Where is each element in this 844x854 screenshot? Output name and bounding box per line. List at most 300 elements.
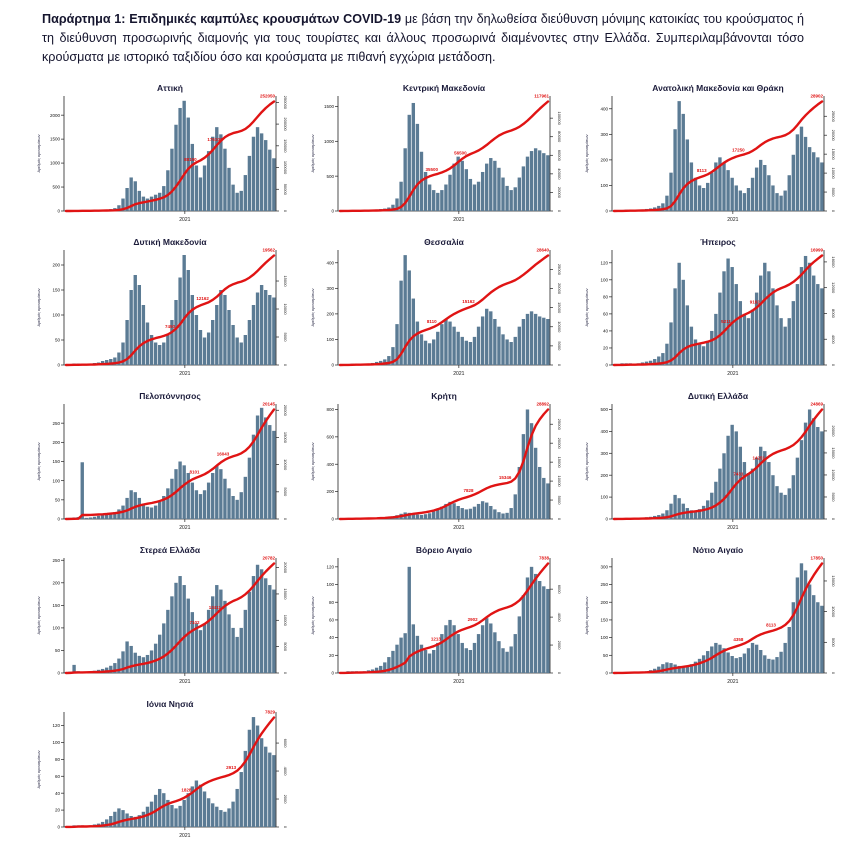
daily-cases-bar [448,620,451,673]
region-chart-svg [308,83,570,228]
daily-cases-bar [227,488,230,519]
daily-cases-bar [698,343,701,364]
daily-cases-bar [240,191,243,211]
chart-kmakedonia [308,83,570,228]
y-axis-label: Αριθμός κρουσμάτων [36,134,41,173]
daily-cases-bar [702,655,705,673]
daily-cases-bar [248,156,251,211]
daily-cases-bar [174,808,177,827]
daily-cases-bar [199,494,202,519]
left-tick-label: 200 [52,439,60,445]
chart-ipeiros [582,237,844,382]
daily-cases-bar [477,181,480,210]
cumulative-total-label: 7838 [538,555,549,561]
daily-cases-bar [260,133,263,211]
daily-cases-bar [796,284,799,365]
right-tick-label: 0 [283,517,288,520]
right-tick-label: 10000 [831,605,836,617]
daily-cases-bar [542,317,545,364]
daily-cases-bar [461,160,464,210]
right-tick-label: 15000 [283,431,288,443]
daily-cases-bar [174,300,177,365]
daily-cases-bar [260,569,263,673]
daily-cases-bar [518,616,521,673]
daily-cases-bar [796,457,799,518]
daily-cases-bar [191,295,194,365]
annotation-label: 12162 [196,295,209,301]
left-tick-label: 300 [600,131,608,137]
daily-cases-bar [461,337,464,365]
daily-cases-bar [268,149,271,210]
daily-cases-bar [469,650,472,673]
daily-cases-bar [788,627,791,673]
right-tick-label: 5000 [831,187,836,197]
right-tick-label: 5000 [283,641,288,651]
right-tick-label: 0 [831,209,836,212]
daily-cases-bar [436,643,439,673]
daily-cases-bar [444,319,447,365]
daily-cases-bar [264,417,267,519]
right-tick-label: 20000 [557,437,562,449]
daily-cases-bar [195,490,198,519]
daily-cases-bar [416,321,419,364]
left-tick-label: 200 [600,472,608,478]
left-tick-label: 100 [600,634,608,640]
right-tick-label: 50000 [283,183,288,195]
daily-cases-bar [440,190,443,211]
daily-cases-bar [138,191,141,211]
daily-cases-bar [518,177,521,210]
annotation-label: 176101 [207,136,223,142]
daily-cases-bar [677,498,680,519]
left-tick-label: 100 [326,581,334,587]
daily-cases-bar [399,637,402,672]
right-tick-label: 15000 [557,456,562,468]
daily-cases-bar [227,168,230,211]
bars-layer [64,255,275,365]
chart-naigaio [582,545,844,690]
daily-cases-bar [256,127,259,211]
caption-body: με βάση την δηλωθείσα διεύθυνση μόνιμης κατοικίας του κρούσματος ή τη διεύθυνση προσωρινής διαμονής για τους τουρίστες και άλλους προσωρινά διαμένοντες στην Ελλάδα. Συμπεριλαμβάνονται τόσο κρούσματα με ιστορικό ταξιδίου όσο και κρούσματα με πιθανή εγχώρια μετάδοση. [42,12,805,64]
daily-cases-bar [509,646,512,673]
right-tick-label: 20000 [831,129,836,141]
daily-cases-bar [690,162,693,211]
left-tick-label: 0 [605,516,608,522]
right-tick-label: 0 [283,209,288,212]
daily-cases-bar [432,650,435,673]
chart-title: Πελοπόννησος [139,390,201,401]
chart-kriti [308,391,570,536]
daily-cases-bar [142,196,145,210]
daily-cases-bar [522,595,525,673]
daily-cases-bar [698,185,701,211]
daily-cases-bar [735,284,738,365]
daily-cases-bar [751,309,754,364]
right-tick-label: 16000 [831,256,836,268]
daily-cases-bar [710,331,713,365]
right-tick-label: 10000 [831,167,836,179]
daily-cases-bar [808,262,811,364]
daily-cases-bar [481,625,484,673]
daily-cases-bar [428,653,431,672]
daily-cases-bar [231,801,234,826]
daily-cases-bar [85,518,88,519]
daily-cases-bar [812,152,815,211]
region-chart-svg [34,237,296,382]
right-tick-label: 250000 [283,95,288,109]
daily-cases-bar [158,345,161,365]
daily-cases-bar [726,170,729,211]
daily-cases-bar [771,659,774,672]
annotation-label: 5211 [721,318,732,324]
daily-cases-bar [726,652,729,673]
right-tick-label: 20000 [831,425,836,437]
annotation-label: 7828 [463,487,474,493]
daily-cases-bar [170,805,173,827]
left-tick-label: 600 [326,434,334,440]
left-tick-label: 0 [331,516,334,522]
y-axis-label: Αριθμός κρουσμάτων [584,134,589,173]
daily-cases-bar [767,175,770,211]
right-tick-label: 0 [557,517,562,520]
daily-cases-bar [477,504,480,519]
annotation-label: 8101 [189,469,200,475]
daily-cases-bar [268,295,271,365]
daily-cases-bar [231,496,234,519]
cumulative-total-label: 28902 [810,93,823,99]
daily-cases-bar [501,177,504,210]
daily-cases-bar [493,319,496,365]
daily-cases-bar [763,165,766,211]
daily-cases-bar [166,170,169,211]
annotation-label: 9162 [749,299,760,305]
left-tick-label: 40 [54,790,60,796]
daily-cases-bar [743,314,746,365]
daily-cases-bar [493,632,496,673]
daily-cases-bar [698,659,701,673]
daily-cases-bar [722,453,725,519]
region-chart-svg [582,545,844,690]
daily-cases-bar [444,625,447,673]
daily-cases-bar [755,167,758,210]
cumulative-total-label: 16999 [810,247,823,253]
right-tick-label: 10000 [831,469,836,481]
daily-cases-bar [240,342,243,365]
right-tick-label: 25000 [557,263,562,275]
daily-cases-bar [783,495,786,519]
right-tick-label: 20000 [557,186,562,198]
left-tick-label: 80 [54,756,60,762]
daily-cases-bar [240,628,243,673]
daily-cases-bar [211,473,214,519]
daily-cases-bar [497,512,500,519]
daily-cases-bar [436,193,439,211]
daily-cases-bar [706,183,709,211]
daily-cases-bar [248,320,251,365]
daily-cases-bar [820,162,823,211]
daily-cases-bar [534,148,537,211]
daily-cases-bar [714,481,717,518]
daily-cases-bar [231,184,234,210]
daily-cases-bar [199,177,202,211]
daily-cases-bar [686,305,689,365]
daily-cases-bar [481,316,484,365]
right-tick-label: 5000 [557,495,562,505]
region-chart-svg [308,391,570,536]
x-tick-label: 2021 [727,678,739,685]
daily-cases-bar [816,157,819,211]
daily-cases-bar [195,623,198,673]
daily-cases-bar [121,810,124,827]
daily-cases-bar [743,462,746,519]
bars-layer [64,408,275,519]
y-axis-label: Αριθμός κρουσμάτων [36,596,41,635]
daily-cases-bar [456,634,459,673]
daily-cases-bar [505,513,508,519]
daily-cases-bar [420,515,423,519]
daily-cases-bar [530,311,533,365]
y-axis-label: Αριθμός κρουσμάτων [310,288,315,327]
annotation-label: 2902 [467,616,478,622]
daily-cases-bar [134,652,137,672]
left-tick-label: 60 [602,311,608,317]
daily-cases-bar [456,156,459,210]
right-tick-label: 15000 [283,588,288,600]
right-tick-label: 20000 [557,282,562,294]
daily-cases-bar [272,589,275,672]
daily-cases-bar [718,644,721,672]
bars-layer [612,101,823,211]
right-tick-label: 15000 [831,148,836,160]
daily-cases-bar [89,517,92,519]
daily-cases-bar [771,288,774,365]
daily-cases-bar [154,194,157,210]
chart-thessalia [308,237,570,382]
left-tick-label: 100 [52,477,60,483]
right-tick-label: 0 [283,363,288,366]
left-tick-label: 800 [326,406,334,412]
left-tick-label: 0 [57,516,60,522]
daily-cases-bar [739,657,742,673]
daily-cases-bar [219,810,222,827]
right-tick-label: 5000 [283,332,288,342]
left-tick-label: 40 [328,634,334,640]
chart-dmakedonia [34,237,296,382]
annotation-label: 1213 [430,636,441,642]
daily-cases-bar [166,610,169,673]
cumulative-total-label: 28640 [536,247,549,253]
chart-dellada [582,391,844,536]
x-tick-label: 2021 [453,678,465,685]
daily-cases-bar [211,320,214,365]
right-tick-label: 100000 [283,160,288,174]
daily-cases-bar [489,158,492,211]
left-tick-label: 1000 [49,160,60,166]
daily-cases-bar [182,465,185,519]
daily-cases-bar [788,488,791,519]
annotation-label: 35500 [425,166,439,172]
daily-cases-bar [154,643,157,672]
right-tick-label: 0 [557,209,562,212]
chart-vaigaio [308,545,570,690]
daily-cases-bar [203,165,206,211]
left-tick-label: 100 [52,625,60,631]
x-tick-label: 2021 [179,678,191,685]
daily-cases-bar [759,275,762,364]
bars-layer [338,255,549,365]
daily-cases-bar [182,585,185,673]
daily-cases-bar [219,589,222,672]
right-tick-label: 5000 [831,492,836,502]
daily-cases-bar [248,457,251,518]
right-tick-label: 0 [557,363,562,366]
daily-cases-bar [804,137,807,211]
chart-peloponnisos [34,391,296,536]
daily-cases-bar [730,267,733,365]
daily-cases-bar [743,193,746,211]
daily-cases-bar [518,326,521,364]
left-tick-label: 0 [605,362,608,368]
daily-cases-bar [268,585,271,673]
daily-cases-bar [501,648,504,673]
right-tick-label: 5000 [557,341,562,351]
right-tick-label: 0 [557,671,562,674]
daily-cases-bar [138,498,141,519]
left-tick-label: 300 [600,450,608,456]
daily-cases-bar [252,576,255,673]
daily-cases-bar [235,337,238,365]
daily-cases-bar [215,585,218,673]
annotation-label: 13411 [208,604,222,610]
daily-cases-bar [505,651,508,672]
left-tick-label: 0 [605,670,608,676]
daily-cases-bar [268,425,271,519]
daily-cases-bar [452,326,455,364]
daily-cases-bar [465,169,468,211]
x-tick-label: 2021 [727,524,739,531]
daily-cases-bar [412,103,415,211]
daily-cases-bar [665,662,668,673]
daily-cases-bar [726,435,729,518]
left-tick-label: 50 [54,647,60,653]
daily-cases-bar [763,262,766,364]
left-tick-label: 100 [326,336,334,342]
right-tick-label: 10000 [557,320,562,332]
daily-cases-bar [166,335,169,365]
daily-cases-bar [150,196,153,210]
daily-cases-bar [219,290,222,365]
daily-cases-bar [195,165,198,211]
daily-cases-bar [465,340,468,364]
daily-cases-bar [759,650,762,673]
daily-cases-bar [452,163,455,210]
daily-cases-bar [800,440,803,519]
daily-cases-bar [497,167,500,210]
left-tick-label: 500 [326,173,334,179]
daily-cases-bar [514,187,517,211]
right-tick-label: 10000 [557,475,562,487]
annotation-label: 15346 [498,474,512,480]
daily-cases-bar [170,478,173,518]
daily-cases-bar [800,267,803,365]
chart-title: Νότιο Αιγαίο [692,544,744,555]
daily-cases-bar [485,308,488,364]
daily-cases-bar [129,490,132,519]
right-tick-label: 0 [831,363,836,366]
daily-cases-bar [207,482,210,518]
daily-cases-bar [260,738,263,827]
daily-cases-bar [174,582,177,672]
region-chart-svg [582,237,844,382]
region-chart-svg [582,391,844,536]
daily-cases-bar [682,503,685,518]
daily-cases-bar [448,321,451,364]
daily-cases-bar [505,339,508,365]
daily-cases-bar [207,798,210,827]
daily-cases-bar [702,188,705,211]
daily-cases-bar [416,636,419,673]
daily-cases-bar [816,284,819,365]
daily-cases-bar [538,316,541,365]
chart-title: Δυτική Ελλάδα [687,390,749,401]
chart-title: Ήπειρος [700,236,736,247]
bars-layer [64,564,275,672]
y-axis-label: Αριθμός κρουσμάτων [36,288,41,327]
daily-cases-bar [117,509,120,519]
annotation-label: 1828 [181,786,192,792]
daily-cases-bar [432,511,435,519]
daily-cases-bar [215,465,218,519]
daily-cases-bar [420,334,423,365]
daily-cases-bar [497,641,500,673]
daily-cases-bar [211,803,214,827]
daily-cases-bar [223,601,226,673]
daily-cases-bar [485,618,488,673]
x-tick-label: 2021 [179,370,191,377]
cumulative-total-label: 20145 [262,401,275,407]
daily-cases-bar [219,469,222,519]
daily-cases-bar [256,292,259,365]
daily-cases-bar [227,614,230,673]
daily-cases-bar [170,596,173,673]
daily-cases-bar [820,605,823,672]
chart-title: Κρήτη [431,390,457,401]
daily-cases-bar [739,446,742,518]
daily-cases-bar [268,752,271,826]
daily-cases-bar [432,339,435,365]
x-tick-label: 2021 [453,370,465,377]
daily-cases-bar [792,301,795,365]
daily-cases-bar [501,513,504,518]
daily-cases-bar [706,341,709,365]
right-tick-label: 40000 [557,167,562,180]
daily-cases-bar [530,151,533,211]
daily-cases-bar [714,643,717,673]
daily-cases-bar [775,657,778,673]
daily-cases-bar [187,270,190,365]
daily-cases-bar [235,500,238,519]
daily-cases-bar [424,650,427,673]
right-tick-label: 0 [831,517,836,520]
left-tick-label: 200 [52,580,60,586]
daily-cases-bar [264,290,267,365]
left-tick-label: 2000 [49,112,60,118]
right-tick-label: 20000 [283,561,288,573]
annotation-label: 88150 [184,156,197,162]
y-axis-label: Αριθμός κρουσμάτων [310,134,315,173]
left-tick-label: 40 [602,328,608,334]
daily-cases-bar [788,318,791,365]
